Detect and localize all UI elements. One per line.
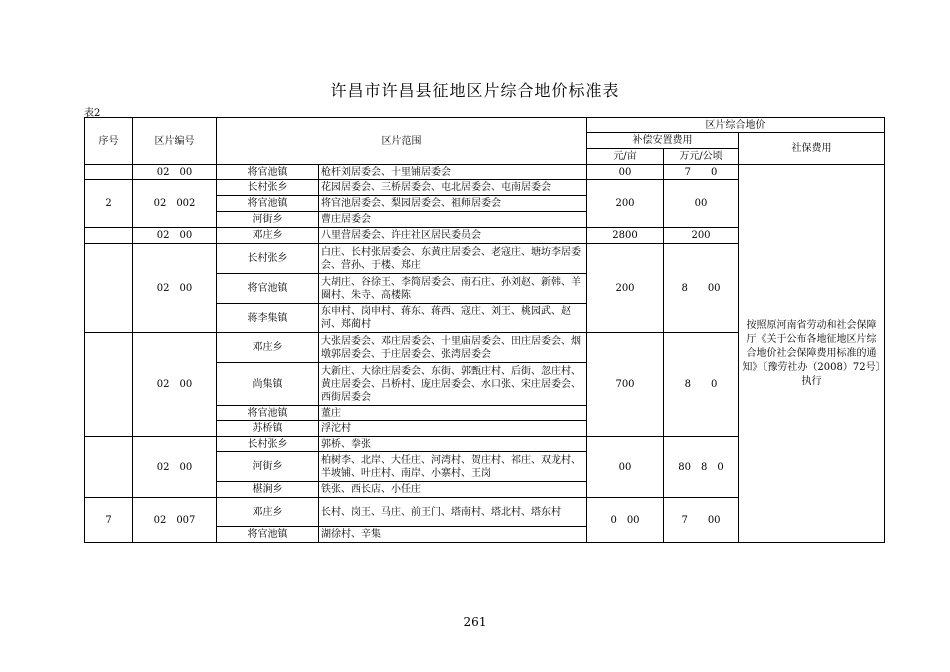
land-price-table [84, 117, 885, 543]
zone-price-mu: 200 [587, 180, 664, 228]
zone-town: 河街乡 [217, 212, 319, 228]
zone-town: 将官池镇 [217, 527, 319, 543]
zone-town: 将官池镇 [217, 165, 319, 180]
zone-town: 河街乡 [217, 452, 319, 482]
zone-price-ha: 00 [664, 180, 739, 228]
zone-town: 将官池镇 [217, 406, 319, 421]
zone-code: 02 00 [133, 165, 217, 180]
zone-code: 02 002 [133, 180, 217, 228]
table-row [85, 165, 885, 180]
zone-villages: 大胡庄、谷徐王、李简居委会、南石庄、孙刘赵、新韩、羊圈村、朱寺、高楼陈 [319, 274, 587, 304]
zone-town: 邓庄乡 [217, 333, 319, 363]
zone-code: 02 00 [133, 437, 217, 498]
zone-town: 苏桥镇 [217, 421, 319, 437]
zone-villages: 董庄 [319, 406, 587, 421]
page-number: 261 [463, 615, 487, 629]
zone-villages: 白庄、长村张居委会、东黄庄居委会、老寇庄、塘坊李居委会、营孙、于楼、郑庄 [319, 244, 587, 274]
table-label: 表2 [84, 108, 101, 119]
zone-price-ha: 8 0 [664, 333, 739, 437]
zone-price-mu: 700 [587, 333, 664, 437]
zone-price-ha: 8 00 [664, 244, 739, 333]
zone-price-ha: 7 00 [664, 498, 739, 543]
zone-villages: 八里营居委会、许庄社区居民委员会 [319, 228, 587, 244]
zone-town: 将官池镇 [217, 196, 319, 212]
zone-code: 02 00 [133, 244, 217, 333]
zone-town: 椹涧乡 [217, 482, 319, 498]
zone-code: 02 00 [133, 228, 217, 244]
header-zone-code: 区片编号 [133, 118, 217, 165]
zone-villages: 东申村、岗申村、蒋东、蒋西、寇庄、刘王、桃园武、赵河、郑蔺村 [319, 304, 587, 333]
zone-villages: 大张居委会、邓庄居委会、十里庙居委会、田庄居委会、烟墩郭居委会、于庄居委会、张湾居委会 [319, 333, 587, 363]
zone-seq [85, 437, 133, 498]
zone-villages: 花园居委会、三桥居委会、屯北居委会、屯南居委会 [319, 180, 587, 196]
zone-price-mu: 2800 [587, 228, 664, 244]
zone-villages: 湖徐村、辛集 [319, 527, 587, 543]
header-composite-price: 区片综合地价 [587, 118, 885, 133]
zone-price-mu: 200 [587, 244, 664, 333]
zone-code: 02 007 [133, 498, 217, 543]
zone-seq: 2 [85, 180, 133, 228]
zone-villages: 枪杆刘居委会、十里铺居委会 [319, 165, 587, 180]
zone-villages: 长村、岗王、马庄、前王门、塔南村、塔北村、塔东村 [319, 498, 587, 527]
zone-price-ha: 200 [664, 228, 739, 244]
zone-price-ha: 7 0 [664, 165, 739, 180]
zone-price-mu: 0 00 [587, 498, 664, 543]
zone-seq [85, 333, 133, 437]
zone-villages: 柏树李、北岸、大任庄、河湾村、贺庄村、祁庄、双龙村、半坡铺、叶庄村、南岸、小寨村、王岗 [319, 452, 587, 482]
header-unit-mu: 元/亩 [587, 149, 664, 165]
zone-town: 邓庄乡 [217, 228, 319, 244]
zone-villages: 铁张、西长店、小任庄 [319, 482, 587, 498]
header-compensation: 补偿安置费用 [587, 133, 739, 149]
zone-villages: 将官池居委会、梨园居委会、祖师居委会 [319, 196, 587, 212]
zone-town: 长村张乡 [217, 244, 319, 274]
social-security-note: 按照原河南省劳动和社会保障厅《关于公布各地征地区片综合地价社会保障费用标准的通知》〔豫劳社办（2008）72号〕执行 [739, 165, 885, 543]
zone-price-mu: 00 [587, 165, 664, 180]
header-unit-ha: 万元/公顷 [664, 149, 739, 165]
zone-town: 长村张乡 [217, 437, 319, 452]
zone-code: 02 00 [133, 333, 217, 437]
zone-price-ha: 80 8 0 [664, 437, 739, 498]
header-social-security: 社保费用 [739, 133, 885, 165]
zone-town: 尚集镇 [217, 363, 319, 406]
header-seq: 序号 [85, 118, 133, 165]
zone-villages: 郭桥、拳张 [319, 437, 587, 452]
zone-seq: 7 [85, 498, 133, 543]
header-zone-scope: 区片范围 [217, 118, 587, 165]
zone-price-mu: 00 [587, 437, 664, 498]
zone-town: 蒋李集镇 [217, 304, 319, 333]
zone-seq [85, 228, 133, 244]
page-title: 许昌市许昌县征地区片综合地价标准表 [330, 81, 620, 100]
zone-villages: 曹庄居委会 [319, 212, 587, 228]
zone-villages: 浮沱村 [319, 421, 587, 437]
zone-town: 邓庄乡 [217, 498, 319, 527]
zone-seq [85, 244, 133, 333]
zone-town: 将官池镇 [217, 274, 319, 304]
zone-seq [85, 165, 133, 180]
zone-villages: 大新庄、大徐庄居委会、东街、郭甄庄村、后街、忽庄村、黄庄居委会、吕桥村、庞庄居委会、水口张、宋庄居委会、西街居委会 [319, 363, 587, 406]
zone-town: 长村张乡 [217, 180, 319, 196]
